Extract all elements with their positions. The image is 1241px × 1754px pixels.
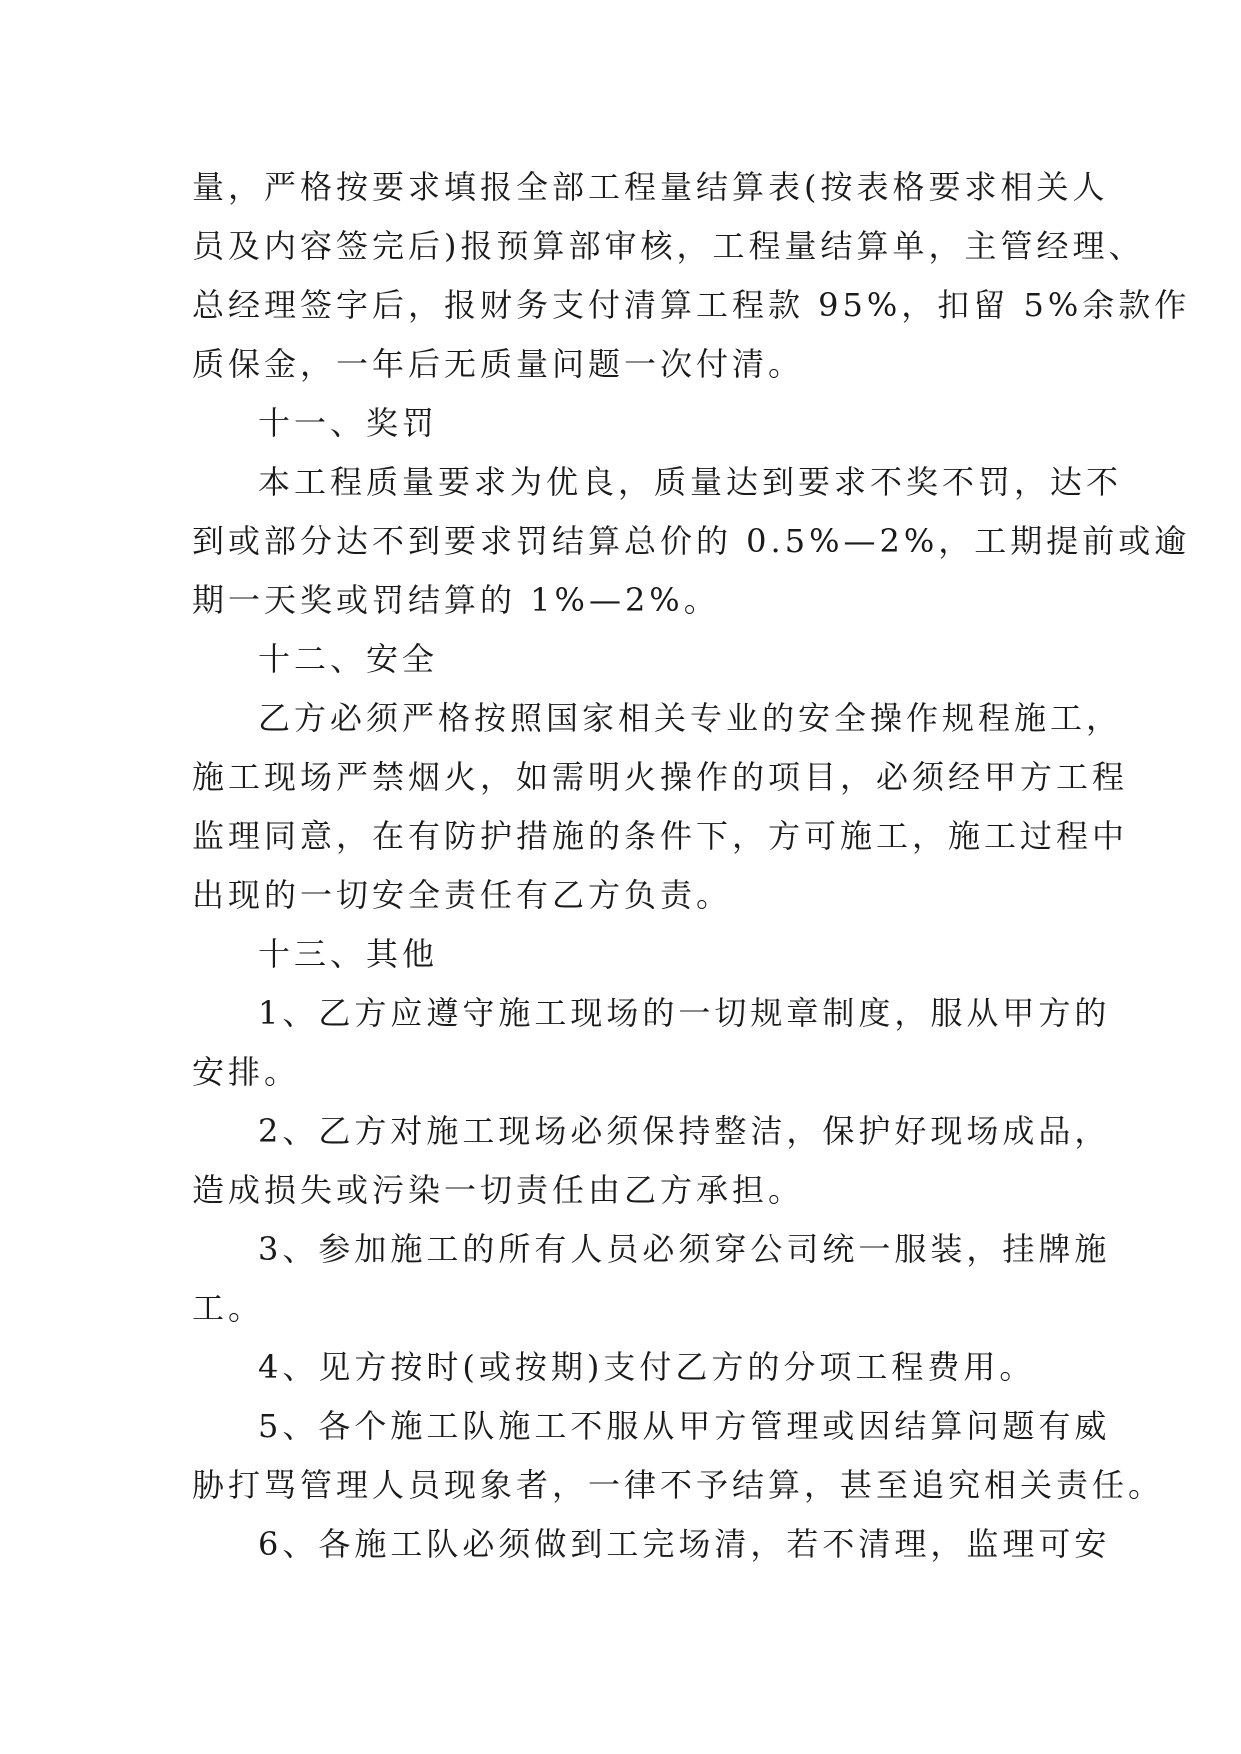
text-line: 总经理签字后，报财务支付清算工程款 95%，扣留 5%余款作 (192, 286, 1191, 324)
text-line: 安排。 (192, 1053, 301, 1091)
text-line: 施工现场严禁烟火，如需明火操作的项目，必须经甲方工程 (192, 758, 1129, 796)
text-line: 6、各施工队必须做到工完场清，若不清理，监理可安 (258, 1525, 1111, 1563)
section-heading: 十二、安全 (258, 640, 439, 678)
text-line: 监理同意，在有防护措施的条件下，方可施工，施工过程中 (192, 817, 1129, 855)
section-heading: 十一、奖罚 (258, 404, 439, 442)
text-line: 期一天奖或罚结算的 1%—2%。 (192, 581, 720, 619)
document-body (192, 158, 1191, 1574)
text-line: 1、乙方应遵守施工现场的一切规章制度，服从甲方的 (258, 994, 1111, 1032)
text-line: 胁打骂管理人员现象者，一律不予结算，甚至追究相关责任。 (192, 1466, 1165, 1504)
text-line: 本工程质量要求为优良，质量达到要求不奖不罚，达不 (258, 463, 1123, 501)
text-line: 3、参加施工的所有人员必须穿公司统一服装，挂牌施 (258, 1230, 1111, 1268)
text-line: 出现的一切安全责任有乙方负责。 (192, 876, 733, 914)
text-line: 质保金，一年后无质量问题一次付清。 (192, 345, 805, 383)
text-line: 工。 (192, 1289, 265, 1327)
text-line: 4、见方按时(或按期)支付乙方的分项工程费用。 (258, 1348, 1036, 1386)
text-line: 2、乙方对施工现场必须保持整洁，保护好现场成品， (258, 1112, 1111, 1150)
text-line: 乙方必须严格按照国家相关专业的安全操作规程施工， (258, 699, 1123, 737)
text-line: 造成损失或污染一切责任由乙方承担。 (192, 1171, 805, 1209)
text-line: 5、各个施工队施工不服从甲方管理或因结算问题有威 (258, 1407, 1111, 1445)
text-line: 到或部分达不到要求罚结算总价的 0.5%—2%，工期提前或逾 (192, 522, 1191, 560)
text-line: 量，严格按要求填报全部工程量结算表(按表格要求相关人 (192, 168, 1109, 206)
text-line: 员及内容签完后)报预算部审核，工程量结算单，主管经理、 (192, 227, 1145, 265)
section-heading: 十三、其他 (258, 935, 439, 973)
